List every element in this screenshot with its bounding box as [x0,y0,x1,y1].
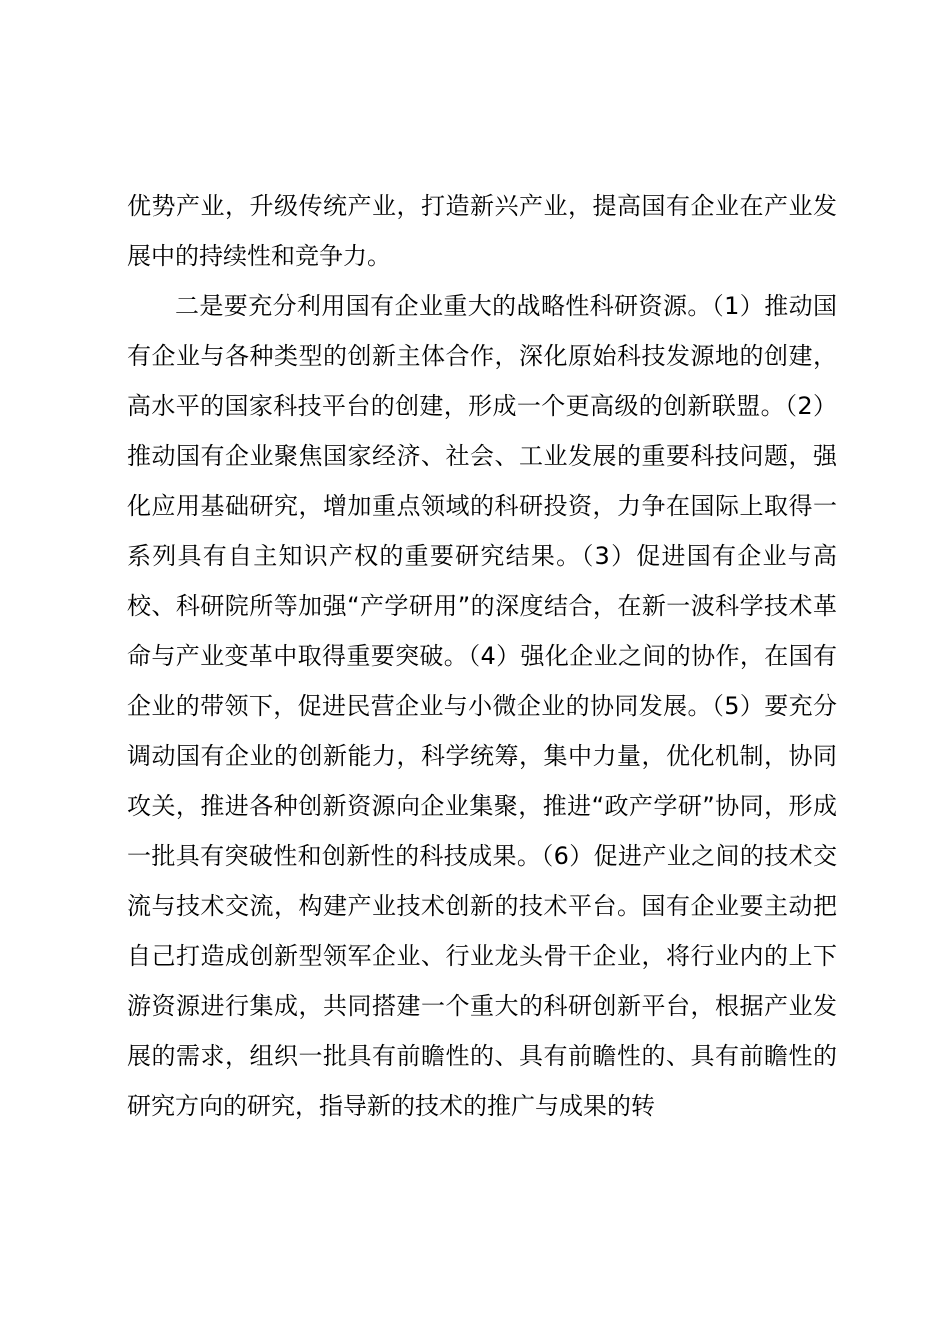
paragraph-strategic-research-resources: 二是要充分利用国有企业重大的战略性科研资源。（1）推动国有企业与各种类型的创新主体合作，深化原始科技发源地的创建，高水平的国家科技平台的创建，形成一个更高级的创新联盟。（2）推动国有企业聚焦国家经济、社会、工业发展的重要科技问题，强化应用基础研究，增加重点领域的科研投资，力争在国际上取得一系列具有自主知识产权的重要研究结果。（3）促进国有企业与高校、科研院所等加强“产学研用”的深度结合，在新一波科学技术革命与产业变革中取得重要突破。（4）强化企业之间的协作，在国有企业的带领下，促进民营企业与小微企业的协同发展。（5）要充分调动国有企业的创新能力，科学统筹，集中力量，优化机制，协同攻关，推进各种创新资源向企业集聚，推进“政产学研”协同，形成一批具有突破性和创新性的科技成果。（6）促进产业之间的技术交流与技术交流，构建产业技术创新的技术平台。国有企业要主动把自己打造成创新型领军企业、行业龙头骨干企业，将行业内的上下游资源进行集成，共同搭建一个重大的科研创新平台，根据产业发展的需求，组织一批具有前瞻性的、具有前瞻性的、具有前瞻性的研究方向的研究，指导新的技术的推广与成果的转 [127,292,837,1120]
body-text [127,181,837,1131]
paragraph-continuation: 优势产业，升级传统产业，打造新兴产业，提高国有企业在产业发展中的持续性和竞争力。 [127,192,837,270]
